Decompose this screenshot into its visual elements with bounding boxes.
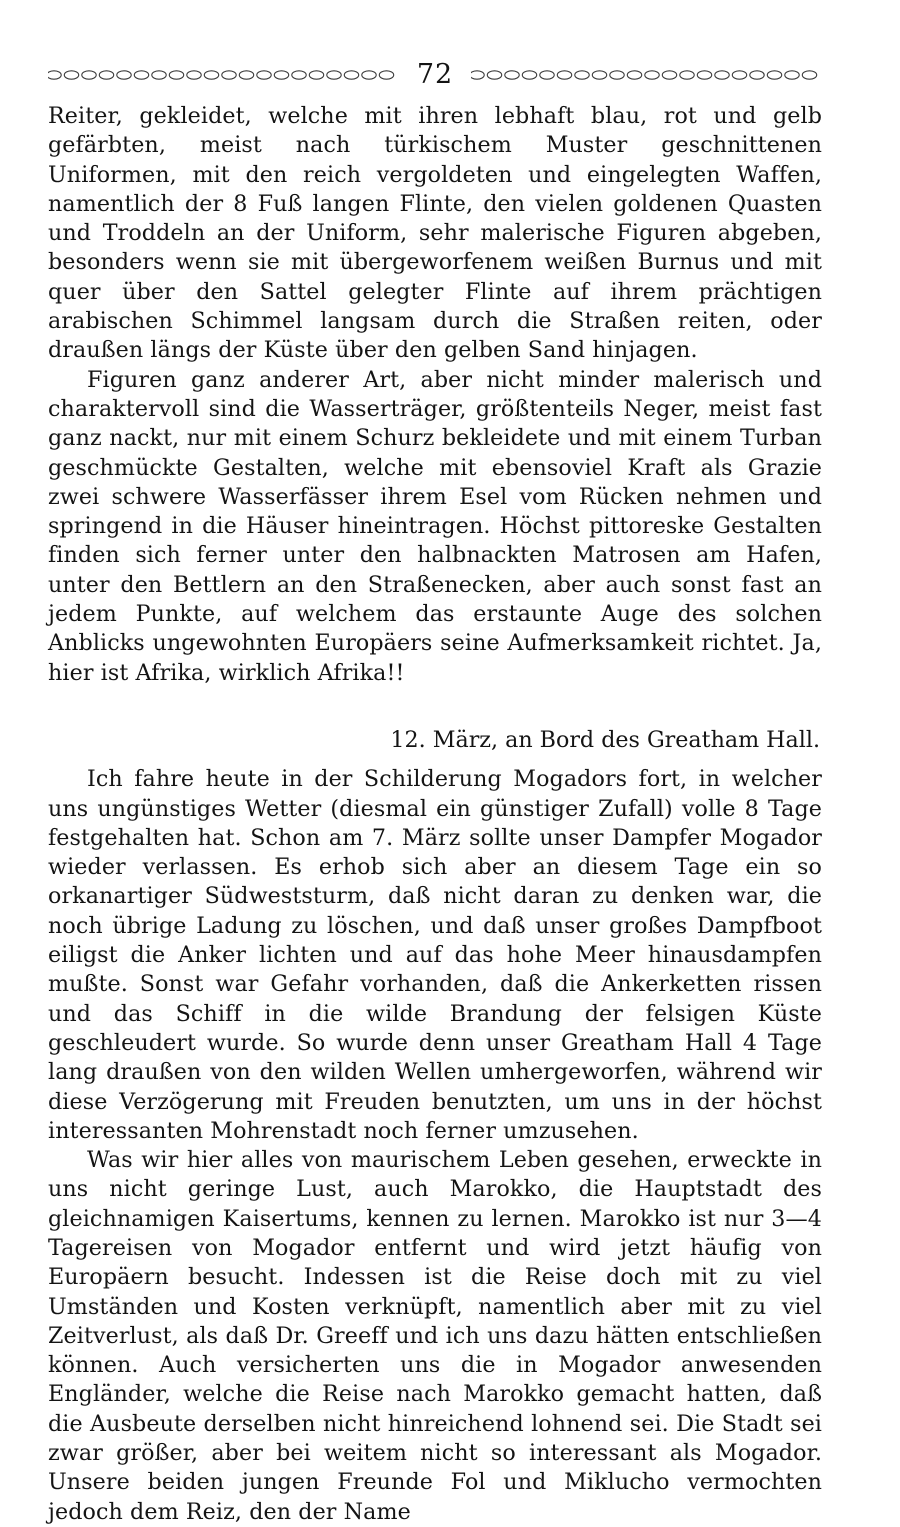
ornament-link	[540, 71, 554, 79]
ornament-link	[715, 71, 729, 79]
ornament-link	[82, 71, 96, 79]
ornament-link	[327, 71, 341, 79]
paragraph-4: Was wir hier alles von maurischem Leben gesehen, erweckte in uns nicht geringe Lust, auch Marokko, die Hauptstadt des gleichnamigen Kaisertums, kennen zu lernen. Marokko ist nur 3—4 Tagereisen von Mogador entfernt und wird jetzt häufig von Europäern besucht. Indessen ist die Reise doch mit zu viel Umständen und Kosten verknüpft, namentlich aber mit zu viel Zeitverlust, als daß Dr. Greeff und ich uns dazu hätten entschließen können. Auch versicherten uns die in Mogador anwesenden Engländer, welche die Reise nach Marokko gemacht hatten, daß die Ausbeute derselben nicht hinreichend lohnend sei. Die Stadt sei zwar größer, aber bei weitem nicht so interessant als Mogador. Unsere beiden jungen Freunde Fol und Miklucho vermochten jedoch dem Reiz, den der Name	[48, 1147, 822, 1525]
ornament-link	[187, 71, 201, 79]
ornament-link	[767, 71, 781, 79]
ornament-link	[257, 71, 271, 79]
ornament-link	[99, 71, 113, 79]
ornament-link	[309, 71, 323, 79]
page-number: 72	[416, 59, 454, 90]
ornament-link	[592, 71, 606, 79]
ornament-link	[204, 71, 218, 79]
ornament-link	[169, 71, 183, 79]
ornament-link	[64, 71, 78, 79]
ornament-link	[48, 71, 61, 79]
ornament-link	[134, 71, 148, 79]
ornament-link	[379, 71, 393, 79]
ornament-link	[292, 71, 306, 79]
ornament-link	[344, 71, 358, 79]
ornament-link	[505, 71, 519, 79]
ornament-link	[610, 71, 624, 79]
ornament-link	[487, 71, 501, 79]
ornament-link	[680, 71, 694, 79]
ornament-rule-left	[48, 69, 399, 81]
ornament-link	[627, 71, 641, 79]
running-head	[48, 58, 822, 92]
ornament-link	[362, 71, 376, 79]
ornament-link	[522, 71, 536, 79]
ornament-link	[557, 71, 571, 79]
ornament-link	[645, 71, 659, 79]
ornament-link	[697, 71, 711, 79]
ornament-link	[471, 71, 484, 79]
ornament-rule-right	[471, 69, 822, 81]
ornament-link	[785, 71, 799, 79]
dateline: 12. März, an Bord des Greatham Hall.	[390, 726, 820, 753]
ornament-link	[802, 71, 816, 79]
ornament-link	[662, 71, 676, 79]
ornament-link	[222, 71, 236, 79]
paragraph-2: Figuren ganz anderer Art, aber nicht minder malerisch und charaktervoll sind die Wasserträger, größtenteils Neger, meist fast ganz nackt, nur mit einem Schurz bekleidete und mit einem Turban geschmückte Gestalten, welche mit ebensoviel Kraft als Grazie zwei schwere Wasserfässer ihrem Esel vom Rücken nehmen und springend in die Häuser hineintragen. Höchst pittoreske Gestalten finden sich ferner unter den halbnackten Matrosen am Hafen, unter den Bettlern an den Straßenecken, aber auch sonst fast an jedem Punkte, auf welchem das erstaunte Auge des solchen Anblicks ungewohnten Europäers seine Aufmerksamkeit richtet. Ja, hier ist Afrika, wirklich Afrika!!	[48, 366, 822, 686]
ornament-link	[750, 71, 764, 79]
ornament-left-svg	[48, 69, 399, 81]
ornament-link	[117, 71, 131, 79]
paragraph-3: Ich fahre heute in der Schilderung Mogadors fort, in welcher uns ungünstiges Wetter (diesmal ein günstiger Zufall) volle 8 Tage festgehalten hat. Schon am 7. März sollte unser Dampfer Mogador wieder verlassen. Es erhob sich aber an diesem Tage ein so orkanartiger Südweststurm, daß nicht daran zu denken war, die noch übrige Ladung zu löschen, und daß unser großes Dampfboot eiligst die Anker lichten und auf das hohe Meer hinausdampfen mußte. Sonst war Gefahr vorhanden, daß die Ankerketten rissen und das Schiff in die wilde Brandung der felsigen Küste geschleudert wurde. So wurde denn unser Greatham Hall 4 Tage lang draußen von den wilden Wellen umhergeworfen, während wir diese Verzögerung mit Freuden benutzten, um uns in der höchst interessanten Mohrenstadt noch ferner umzusehen.	[48, 766, 822, 1144]
ornament-link	[152, 71, 166, 79]
ornament-right-svg	[471, 69, 822, 81]
ornament-link	[575, 71, 589, 79]
ornament-link	[239, 71, 253, 79]
ornament-link	[274, 71, 288, 79]
paragraph-1: Reiter, gekleidet, welche mit ihren lebhaft blau, rot und gelb gefärbten, meist nach türkischem Muster geschnittenen Uniformen, mit den reich vergoldeten und eingelegten Waffen, namentlich der 8 Fuß langen Flinte, den vielen goldenen Quasten und Troddeln an der Uniform, sehr malerische Figuren abgeben, besonders wenn sie mit übergeworfenem weißen Burnus und mit quer über den Sattel gelegter Flinte auf ihrem prächtigen arabischen Schimmel langsam durch die Straßen reiten, oder draußen längs der Küste über den gelben Sand hinjagen.	[48, 103, 822, 364]
book-page	[48, 58, 822, 1527]
ornament-link	[732, 71, 746, 79]
